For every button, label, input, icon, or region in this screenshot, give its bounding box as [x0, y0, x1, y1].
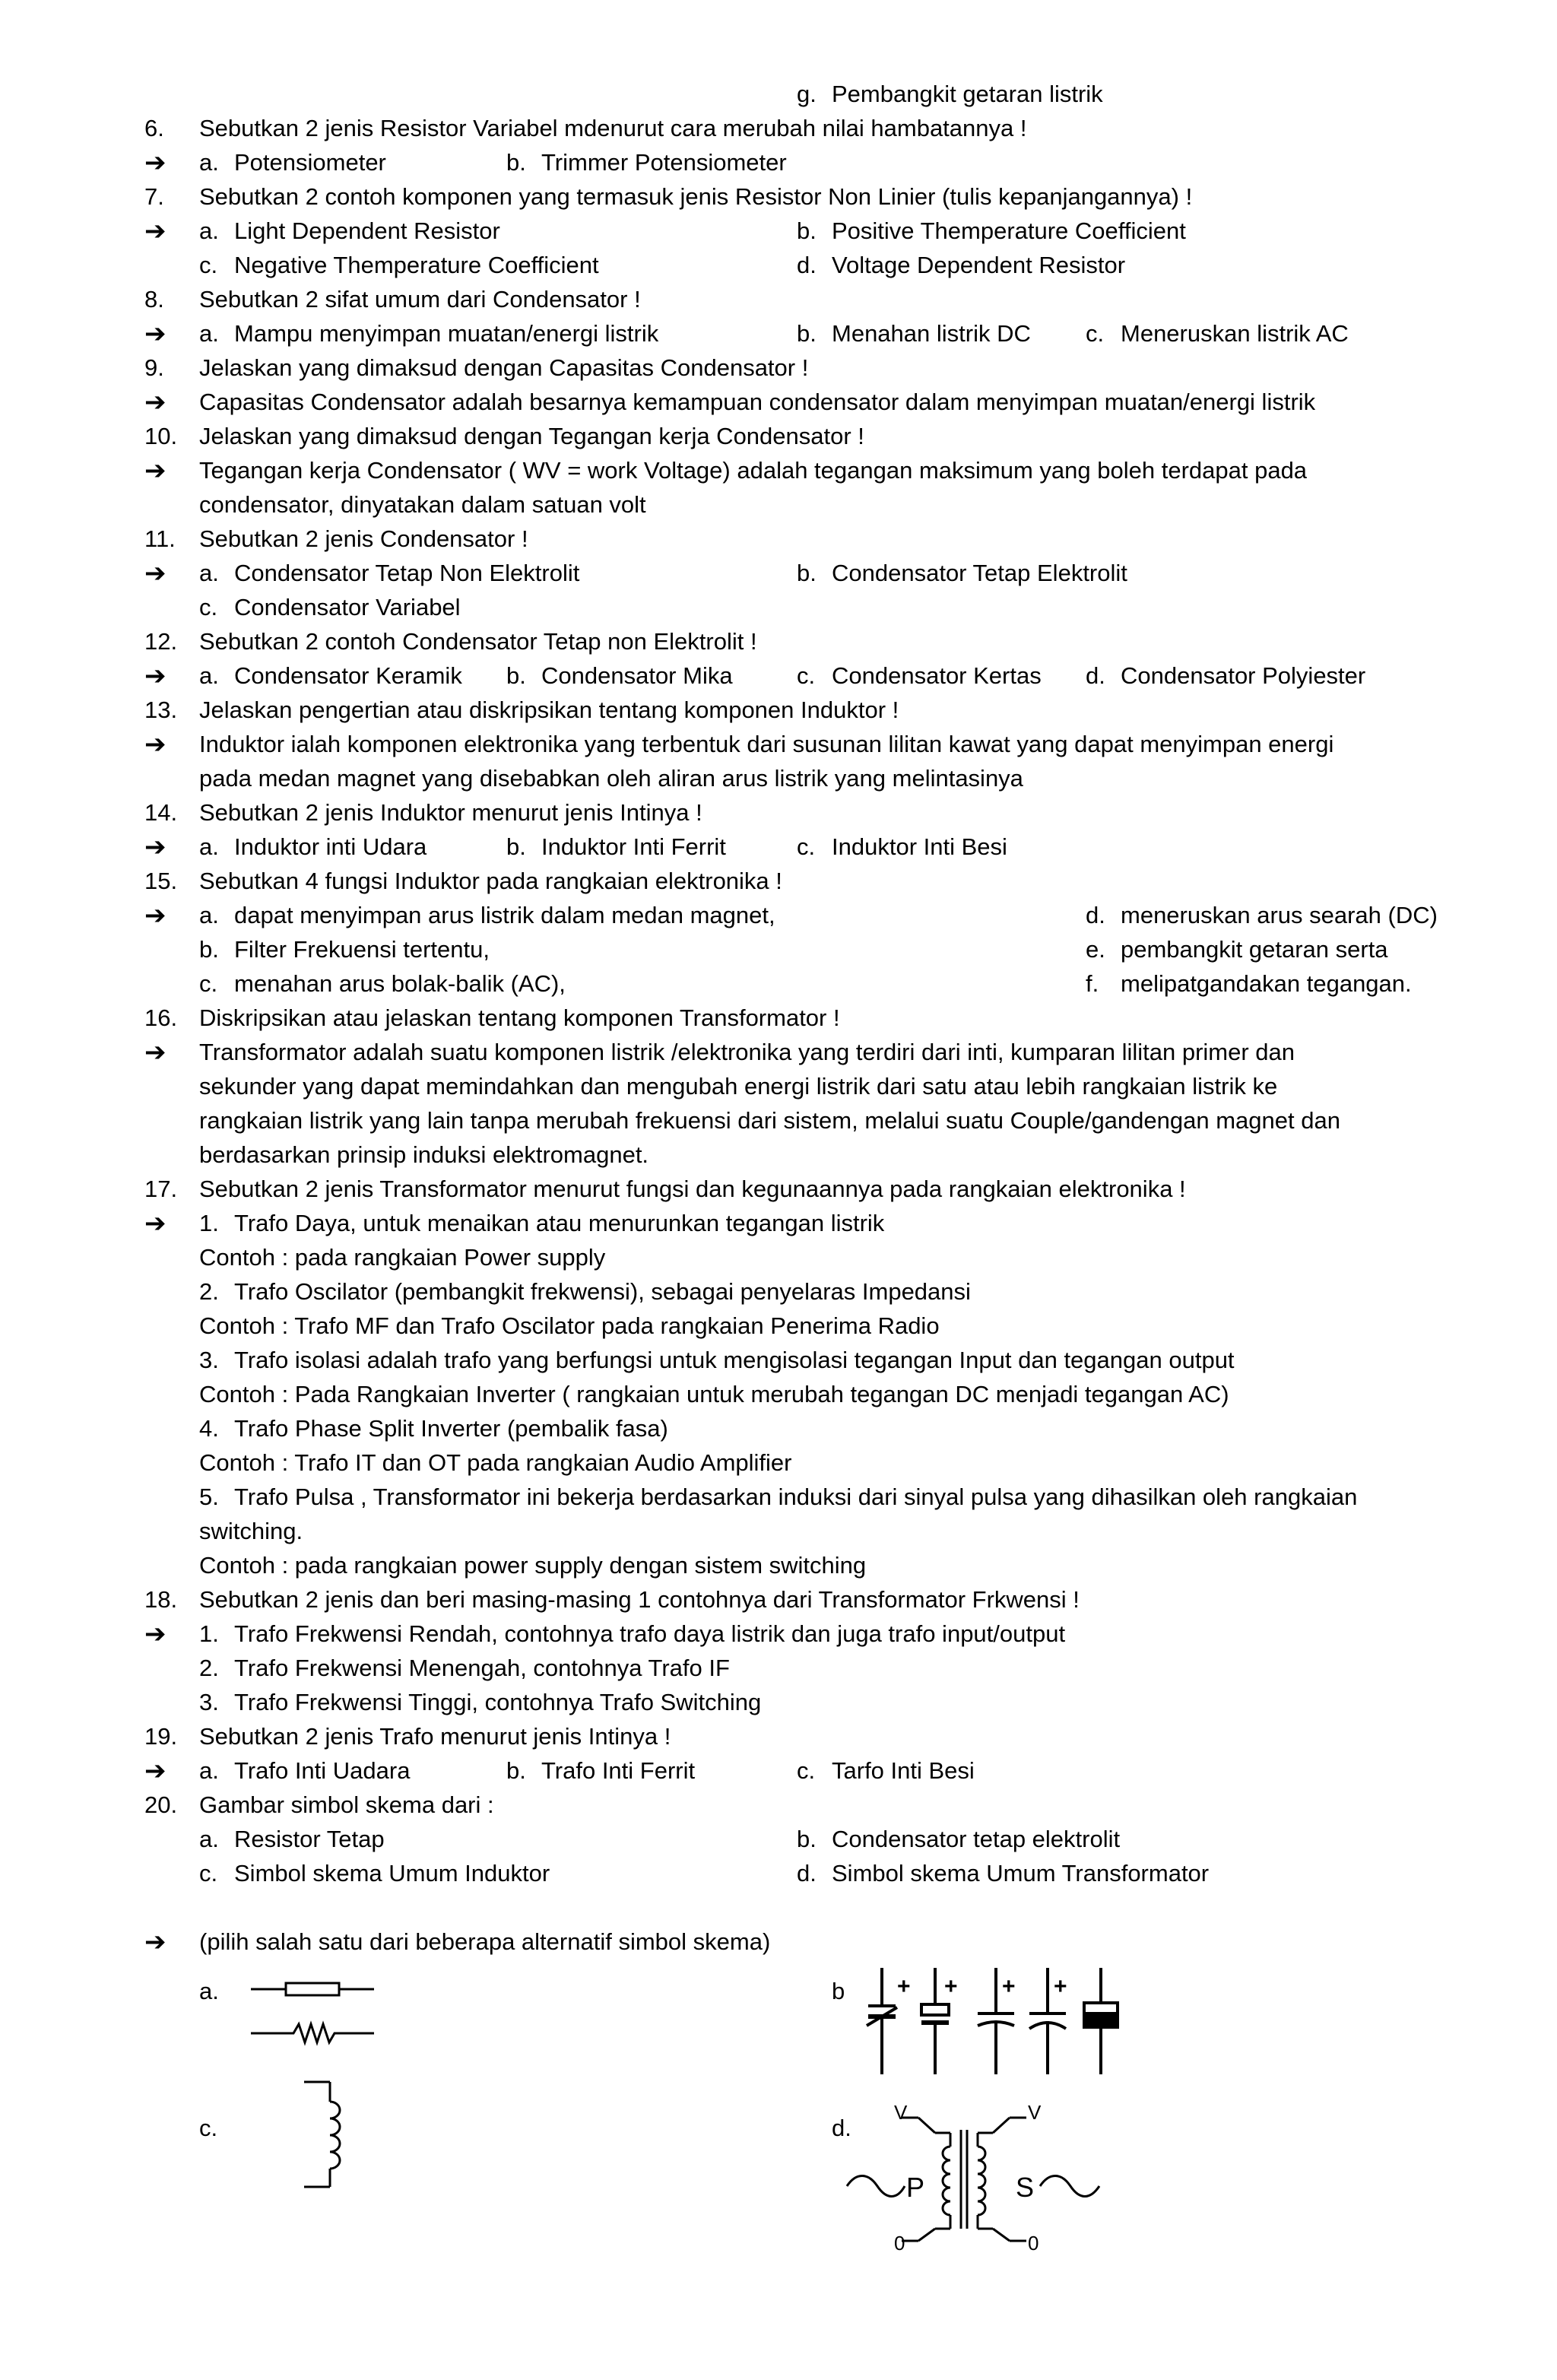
answer-text: (pilih salah satu dari beberapa alternatif simbol skema)	[199, 1928, 771, 1955]
item-marker: d.	[1086, 662, 1105, 689]
item-marker: 2.	[199, 1655, 219, 1681]
question-number: 11.	[144, 525, 176, 552]
item-marker: c.	[199, 970, 218, 997]
question-number: 8.	[144, 286, 164, 313]
answer-text: Trafo Inti Uadara	[234, 1757, 411, 1784]
answer-text: menahan arus bolak-balik (AC),	[234, 970, 566, 997]
item-marker: g.	[797, 81, 817, 107]
answer-text: Trafo Daya, untuk menaikan atau menurunkan tegangan listrik	[234, 1210, 885, 1236]
question-text: Sebutkan 2 sifat umum dari Condensator !	[199, 286, 641, 313]
question-number: 12.	[144, 628, 178, 655]
item-marker: c.	[797, 662, 816, 689]
answer-text: Potensiometer	[234, 149, 386, 176]
cap-plus-4: +	[1054, 1974, 1067, 1999]
answer-arrow-icon: ➔	[144, 559, 166, 588]
item-marker: b.	[797, 1826, 817, 1852]
transformer-zero-left: 0	[894, 2232, 905, 2255]
answer-text: Filter Frekuensi tertentu,	[234, 936, 490, 963]
item-marker: a.	[199, 149, 219, 176]
question-number: 19.	[144, 1723, 178, 1750]
item-marker: a.	[199, 662, 219, 689]
question-text: Jelaskan yang dimaksud dengan Tegangan kerja Condensator !	[199, 423, 864, 449]
cap-plus-1: +	[897, 1974, 911, 1999]
question-text: Diskripsikan atau jelaskan tentang komponen Transformator !	[199, 1004, 840, 1031]
item-marker: a.	[199, 1826, 219, 1852]
answer-arrow-icon: ➔	[144, 148, 166, 177]
answer-text: Contoh : pada rangkaian power supply dengan sistem switching	[199, 1552, 867, 1579]
answer-text: pembangkit getaran serta	[1121, 936, 1388, 963]
item-marker: 1.	[199, 1210, 219, 1236]
answer-text: Trafo isolasi adalah trafo yang berfungsi untuk mengisolasi tegangan Input dan tegangan output	[234, 1347, 1235, 1373]
cap-plus-2: +	[944, 1974, 958, 1999]
answer-arrow-icon: ➔	[144, 662, 166, 690]
item-marker: c.	[1086, 320, 1105, 347]
item-marker: 2.	[199, 1278, 219, 1305]
question-text: Gambar simbol skema dari :	[199, 1791, 494, 1818]
item-marker: b.	[797, 217, 817, 244]
item-marker: a.	[199, 320, 219, 347]
answer-arrow-icon: ➔	[144, 319, 166, 348]
cap-plus-3: +	[1002, 1974, 1016, 1999]
answer-text: Induktor ialah komponen elektronika yang terbentuk dari susunan lilitan kawat yang dapat menyimpan energi	[199, 731, 1334, 757]
question-text: Sebutkan 2 jenis Transformator menurut fungsi dan kegunaannya pada rangkaian elektronika !	[199, 1176, 1186, 1202]
answer-arrow-icon: ➔	[144, 1038, 166, 1067]
item-marker: b.	[506, 149, 526, 176]
answer-text: switching.	[199, 1518, 303, 1544]
item-marker: b.	[506, 662, 526, 689]
answer-text: Trafo Pulsa , Transformator ini bekerja berdasarkan induksi dari sinyal pulsa yang dihasilkan oleh rangkaian	[234, 1484, 1358, 1510]
answer-text: meneruskan arus searah (DC)	[1121, 902, 1438, 928]
transformer-v-left: V	[894, 2101, 908, 2124]
answer-text: Induktor Inti Besi	[832, 833, 1007, 860]
answer-arrow-icon: ➔	[144, 217, 166, 246]
answer-text: sekunder yang dapat memindahkan dan mengubah energi listrik dari satu atau lebih rangkaian listrik ke	[199, 1073, 1278, 1100]
answer-text: Condensator Tetap Non Elektrolit	[234, 560, 580, 586]
answer-text: Contoh : Trafo MF dan Trafo Oscilator pada rangkaian Penerima Radio	[199, 1312, 940, 1339]
question-number: 7.	[144, 183, 164, 210]
answer-text: Positive Themperature Coefficient	[832, 217, 1186, 244]
answer-arrow-icon: ➔	[144, 833, 166, 862]
answer-text: Contoh : Pada Rangkaian Inverter ( rangkaian untuk merubah tegangan DC menjadi tegangan AC)	[199, 1381, 1229, 1407]
item-marker: c.	[199, 1860, 218, 1887]
item-marker: b.	[506, 1757, 526, 1784]
answer-text: Contoh : Trafo IT dan OT pada rangkaian Audio Amplifier	[199, 1449, 792, 1476]
item-marker: c.	[199, 252, 218, 278]
item-marker: 1.	[199, 1620, 219, 1647]
question-text: Sebutkan 4 fungsi Induktor pada rangkaian elektronika !	[199, 868, 782, 894]
answer-text: Menahan listrik DC	[832, 320, 1031, 347]
symbol-c-label: c.	[199, 2115, 218, 2141]
answer-text: melipatgandakan tegangan.	[1121, 970, 1412, 997]
answer-text: Trimmer Potensiometer	[541, 149, 787, 176]
answer-text: Condensator Keramik	[234, 662, 462, 689]
inductor-symbol	[298, 2076, 366, 2198]
answer-arrow-icon: ➔	[144, 388, 166, 417]
item-marker: a.	[199, 902, 219, 928]
item-marker: b.	[506, 833, 526, 860]
question-number: 6.	[144, 115, 164, 141]
answer-text: Induktor inti Udara	[234, 833, 427, 860]
answer-text: Trafo Phase Split Inverter (pembalik fasa)	[234, 1415, 668, 1442]
symbol-a-label: a.	[199, 1978, 219, 2004]
item-marker: c.	[199, 594, 218, 620]
answer-arrow-icon: ➔	[144, 456, 166, 485]
item-marker: f.	[1086, 970, 1099, 997]
answer-text: Simbol skema Umum Induktor	[234, 1860, 550, 1887]
answer-text: Condensator Tetap Elektrolit	[832, 560, 1127, 586]
question-number: 9.	[144, 354, 164, 381]
question-text: Sebutkan 2 jenis Condensator !	[199, 525, 528, 552]
transformer-secondary-label: S	[1016, 2172, 1035, 2203]
item-marker: e.	[1086, 936, 1105, 963]
question-text: Sebutkan 2 jenis Resistor Variabel mdenurut cara merubah nilai hambatannya !	[199, 115, 1027, 141]
transformer-v-right: V	[1028, 2101, 1042, 2124]
question-number: 20.	[144, 1791, 178, 1818]
electrolytic-capacitor-symbol	[859, 1947, 1133, 2083]
answer-arrow-icon: ➔	[144, 1756, 166, 1785]
item-marker: a.	[199, 1757, 219, 1784]
question-text: Sebutkan 2 contoh Condensator Tetap non Elektrolit !	[199, 628, 757, 655]
answer-arrow-icon: ➔	[144, 1620, 166, 1649]
question-text: Sebutkan 2 jenis Induktor menurut jenis Intinya !	[199, 799, 702, 826]
answer-text: Tarfo Inti Besi	[832, 1757, 975, 1784]
answer-text: Voltage Dependent Resistor	[832, 252, 1126, 278]
answer-text: Induktor Inti Ferrit	[541, 833, 726, 860]
answer-text: Resistor Tetap	[234, 1826, 385, 1852]
question-number: 13.	[144, 697, 178, 723]
item-marker: a.	[199, 560, 219, 586]
item-marker: 4.	[199, 1415, 219, 1442]
item-marker: 3.	[199, 1689, 219, 1715]
answer-text: Meneruskan listrik AC	[1121, 320, 1349, 347]
answer-text: Trafo Frekwensi Menengah, contohnya Trafo IF	[234, 1655, 730, 1681]
answer-text: Transformator adalah suatu komponen listrik /elektronika yang terdiri dari inti, kumparan lilitan primer dan	[199, 1039, 1295, 1065]
question-text: Jelaskan yang dimaksud dengan Capasitas Condensator !	[199, 354, 809, 381]
answer-text: Condensator Variabel	[234, 594, 461, 620]
question-text: Sebutkan 2 jenis dan beri masing-masing 1 contohnya dari Transformator Frkwensi !	[199, 1586, 1080, 1613]
answer-arrow-icon: ➔	[144, 1209, 166, 1238]
item-marker: b.	[199, 936, 219, 963]
answer-text: Trafo Frekwensi Tinggi, contohnya Trafo Switching	[234, 1689, 762, 1715]
transformer-zero-right: 0	[1028, 2232, 1039, 2255]
answer-text: rangkaian listrik yang lain tanpa merubah frekuensi dari sistem, melalui suatu Couple/gandengan magnet dan	[199, 1107, 1340, 1134]
item-marker: a.	[199, 217, 219, 244]
answer-text: Trafo Oscilator (pembangkit frekwensi), sebagai penyelaras Impedansi	[234, 1278, 971, 1305]
item-marker: 5.	[199, 1484, 219, 1510]
item-marker: c.	[797, 833, 816, 860]
answer-arrow-icon: ➔	[144, 901, 166, 930]
question-text: Sebutkan 2 contoh komponen yang termasuk jenis Resistor Non Linier (tulis kepanjangannya) !	[199, 183, 1193, 210]
item-marker: d.	[1086, 902, 1105, 928]
answer-arrow-icon: ➔	[144, 730, 166, 759]
answer-text: Tegangan kerja Condensator ( WV = work Voltage) adalah tegangan maksimum yang boleh terdapat pada	[199, 457, 1308, 484]
answer-arrow-icon: ➔	[144, 1928, 166, 1956]
answer-text: Trafo Frekwensi Rendah, contohnya trafo daya listrik dan juga trafo input/output	[234, 1620, 1066, 1647]
question-number: 16.	[144, 1004, 178, 1031]
answer-text: pada medan magnet yang disebabkan oleh aliran arus listrik yang melintasinya	[199, 765, 1023, 792]
question-number: 14.	[144, 799, 178, 826]
question-text: Jelaskan pengertian atau diskripsikan tentang komponen Induktor !	[199, 697, 899, 723]
item-marker: d.	[797, 252, 817, 278]
item-marker: d.	[797, 1860, 817, 1887]
transformer-primary-label: P	[906, 2172, 925, 2203]
question-number: 18.	[144, 1586, 178, 1613]
answer-text: condensator, dinyatakan dalam satuan volt	[199, 491, 646, 518]
answer-text: Simbol skema Umum Transformator	[832, 1860, 1210, 1887]
answer-text: dapat menyimpan arus listrik dalam medan magnet,	[234, 902, 775, 928]
symbol-d-label: d.	[832, 2115, 851, 2141]
answer-text: Condensator tetap elektrolit	[832, 1826, 1121, 1852]
transformer-symbol	[836, 2102, 1110, 2255]
item-marker: 3.	[199, 1347, 219, 1373]
answer-text: Trafo Inti Ferrit	[541, 1757, 696, 1784]
answer-text: Light Dependent Resistor	[234, 217, 500, 244]
answer-text: Condensator Kertas	[832, 662, 1042, 689]
question-number: 15.	[144, 868, 178, 894]
question-number: 17.	[144, 1176, 178, 1202]
question-number: 10.	[144, 423, 178, 449]
answer-text: Negative Themperature Coefficient	[234, 252, 599, 278]
answer-text: Condensator Mika	[541, 662, 733, 689]
item-marker: c.	[797, 1757, 816, 1784]
item-marker: b.	[797, 560, 817, 586]
item-marker: a.	[199, 833, 219, 860]
answer-text: Contoh : pada rangkaian Power supply	[199, 1244, 606, 1271]
answer-text: Mampu menyimpan muatan/energi listrik	[234, 320, 659, 347]
resistor-symbol	[243, 1974, 380, 2050]
symbol-b-label: b	[832, 1978, 845, 2004]
answer-text: Capasitas Condensator adalah besarnya kemampuan condensator dalam menyimpan muatan/energi listrik	[199, 389, 1316, 415]
question-text: Sebutkan 2 jenis Trafo menurut jenis Intinya !	[199, 1723, 671, 1750]
answer-text: Pembangkit getaran listrik	[832, 81, 1103, 107]
answer-text: berdasarkan prinsip induksi elektromagnet.	[199, 1141, 649, 1168]
answer-text: Condensator Polyiester	[1121, 662, 1366, 689]
item-marker: b.	[797, 320, 817, 347]
